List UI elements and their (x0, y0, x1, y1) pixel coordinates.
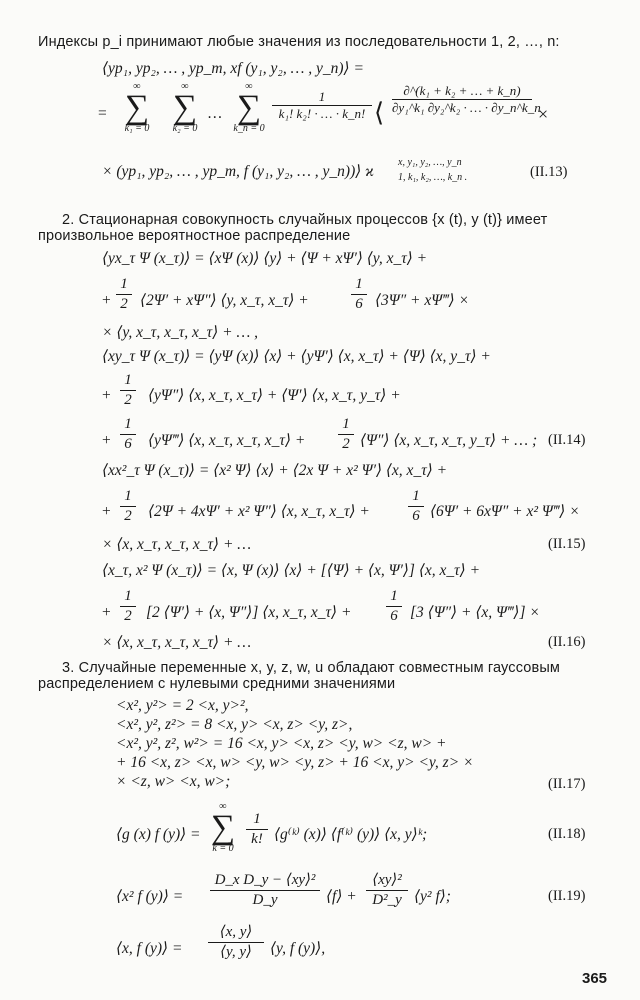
sum-kn: ∞ ∑ k_n = 0 (233, 81, 265, 135)
eq13-line1: ⟨yp₁, yp₂, … , yp_m, xf (y₁, y₂, … , y_n)⟩ = (102, 60, 364, 77)
gauss-line3: <x², y², z², w²> = 16 <x, y> <x, z> <y, w> <z, w> + (116, 735, 447, 752)
eq-yx-plus: + (102, 292, 111, 309)
derivative-fraction: ∂^(k₁ + k₂ + … + k_n) ∂y₁^k₁ ∂y₂^k₂ · … · ∂y_n^k_n (392, 83, 541, 116)
eq-xy-line3b: ⟨Ψ″⟩ ⟨x, x_τ, x_τ, y_τ⟩ + … ; (360, 432, 538, 449)
page-number: 365 (582, 970, 608, 987)
frac-half-e: 1 2 (120, 588, 136, 624)
eq13-times: × (538, 104, 549, 124)
eq-number-18: (II.18) (548, 826, 586, 842)
eq-yx-line2b: ⟨3Ψ″ + xΨ‴⟩ × (375, 292, 470, 309)
eq-xy-line1: ⟨xy_τ Ψ (x_τ)⟩ = ⟨yΨ (x)⟩ ⟨x⟩ + ⟨yΨ′⟩ ⟨x, x_τ⟩ + ⟨Ψ⟩ ⟨x, y_τ⟩ + (102, 348, 491, 365)
eq-xt-plus: + (102, 604, 111, 621)
kappa-sup: x, y₁, y₂, …, y_n (398, 157, 462, 168)
eq-xx-line3: × ⟨x, x_τ, x_τ, x_τ⟩ + … (102, 536, 252, 553)
eq-xt-line2b: [3 ⟨Ψ″⟩ + ⟨x, Ψ‴⟩] × (410, 604, 540, 621)
eq19-rhs: ⟨y² f⟩; (414, 888, 451, 905)
gauss-line4: + 16 <x, z> <x, w> <y, w> <y, z> + 16 <x, y> <y, z> × (116, 754, 474, 771)
gauss-line5: × <z, w> <x, w>; (116, 773, 231, 790)
eq-xy-plus: + (102, 387, 111, 404)
frac-dxdy: D_x D_y − ⟨xy⟩² D_y (210, 872, 320, 908)
eq-number-17: (II.17) (548, 776, 586, 792)
eq20-rhs: ⟨y, f (y)⟩, (270, 940, 326, 957)
section3-line2: распределением с нулевыми средними значениями (38, 676, 396, 692)
eq-xx-line2b: ⟨6Ψ′ + 6xΨ″ + x² Ψ‴⟩ × (430, 503, 580, 520)
frac-sixth-a: 1 6 (351, 276, 367, 312)
factorial-fraction: 1 k₁! k₂! · … · k_n! (272, 90, 372, 122)
eq-xt-line2: [2 ⟨Ψ′⟩ + ⟨x, Ψ″⟩] ⟨x, x_τ, x_τ⟩ + (146, 604, 352, 621)
eq-yx-line1: ⟨yx_τ Ψ (x_τ)⟩ = ⟨xΨ (x)⟩ ⟨y⟩ + ⟨Ψ + xΨ′⟩ ⟨y, x_τ⟩ + (102, 250, 428, 267)
eq-xt-line1: ⟨x_τ, x² Ψ (x_τ)⟩ = ⟨x, Ψ (x)⟩ ⟨x⟩ + [⟨Ψ⟩ + ⟨x, Ψ′⟩] ⟨x, x_τ⟩ + (102, 562, 481, 579)
eq19-lhs: ⟨x² f (y)⟩ = (116, 888, 184, 905)
frac-sixth-d: 1 6 (386, 588, 402, 624)
frac-xy-yy: ⟨x, y⟩ ⟨y, y⟩ (208, 924, 264, 960)
eq-number-14: (II.14) (548, 432, 586, 448)
frac-k-factorial: 1 k! (246, 811, 268, 847)
eq18-rhs: ⟨g⁽ᵏ⁾ (x)⟩ ⟨f⁽ᵏ⁾ (y)⟩ ⟨x, y⟩ᵏ; (274, 826, 428, 843)
kappa-sub: 1, k₁, k₂, …, k_n . (398, 172, 468, 183)
eq-xy-line3: ⟨yΨ‴⟩ ⟨x, x_τ, x_τ, x_τ⟩ + (148, 432, 306, 449)
section2-line1: 2. Стационарная совокупность случайных процессов {x (t), y (t)} имеет (62, 212, 548, 228)
eq-yx-line3: × ⟨y, x_τ, x_τ, x_τ⟩ + … , (102, 324, 258, 341)
eq-number-15: (II.15) (548, 536, 586, 552)
left-angle: ⟨ (374, 98, 385, 127)
frac-xy-dy2: ⟨xy⟩² D²_y (366, 872, 408, 908)
frac-sixth-c: 1 6 (408, 488, 424, 524)
eq-number-19: (II.19) (548, 888, 586, 904)
eq13-equals: = (98, 105, 107, 122)
section2-line2: произвольное вероятностное распределение (38, 228, 351, 244)
intro-line: Индексы p_i принимают любые значения из последовательности 1, 2, …, n: (38, 34, 560, 50)
frac-sixth-b: 1 6 (120, 416, 136, 452)
sum-k2: ∞ ∑ k₂ = 0 (172, 81, 198, 135)
eq-number-13: (II.13) (530, 164, 568, 180)
eq-xx-line2: ⟨2Ψ + 4xΨ′ + x² Ψ″⟩ ⟨x, x_τ, x_τ⟩ + (148, 503, 370, 520)
eq13-line3: × (yp₁, yp₂, … , yp_m, f (y₁, y₂, … , y_n))⟩ ϰ (102, 163, 374, 180)
sum-dots: … (207, 105, 223, 122)
eq18-lhs: ⟨g (x) f (y)⟩ = (116, 826, 201, 843)
sum-k1: ∞ ∑ k₁ = 0 (124, 81, 150, 135)
eq20-lhs: ⟨x, f (y)⟩ = (116, 940, 183, 957)
frac-half-d: 1 2 (120, 488, 136, 524)
eq-xx-plus: + (102, 503, 111, 520)
frac-half-a: 1 2 (116, 276, 132, 312)
eq-xy-line2: ⟨yΨ″⟩ ⟨x, x_τ, x_τ⟩ + ⟨Ψ′⟩ ⟨x, x_τ, y_τ⟩ + (148, 387, 401, 404)
gauss-line2: <x², y², z²> = 8 <x, y> <x, z> <y, z>, (116, 716, 353, 733)
eq-xt-line3: × ⟨x, x_τ, x_τ, x_τ⟩ + … (102, 634, 252, 651)
gauss-line1: <x², y²> = 2 <x, y>², (116, 697, 249, 714)
eq-xy-plus2: + (102, 432, 111, 449)
sum-k: ∞ ∑ k = 0 (210, 801, 236, 855)
frac-half-b: 1 2 (120, 372, 136, 408)
eq-yx-line2: ⟨2Ψ′ + xΨ″⟩ ⟨y, x_τ, x_τ⟩ + (140, 292, 309, 309)
frac-half-c: 1 2 (338, 416, 354, 452)
section3-line1: 3. Случайные переменные x, y, z, w, u обладают совместным гауссовым (62, 660, 561, 676)
eq-number-16: (II.16) (548, 634, 586, 650)
eq-xx-line1: ⟨xx²_τ Ψ (x_τ)⟩ = ⟨x² Ψ⟩ ⟨x⟩ + ⟨2x Ψ + x² Ψ′⟩ ⟨x, x_τ⟩ + (102, 462, 448, 479)
eq19-mid: ⟨f⟩ + (326, 888, 357, 905)
